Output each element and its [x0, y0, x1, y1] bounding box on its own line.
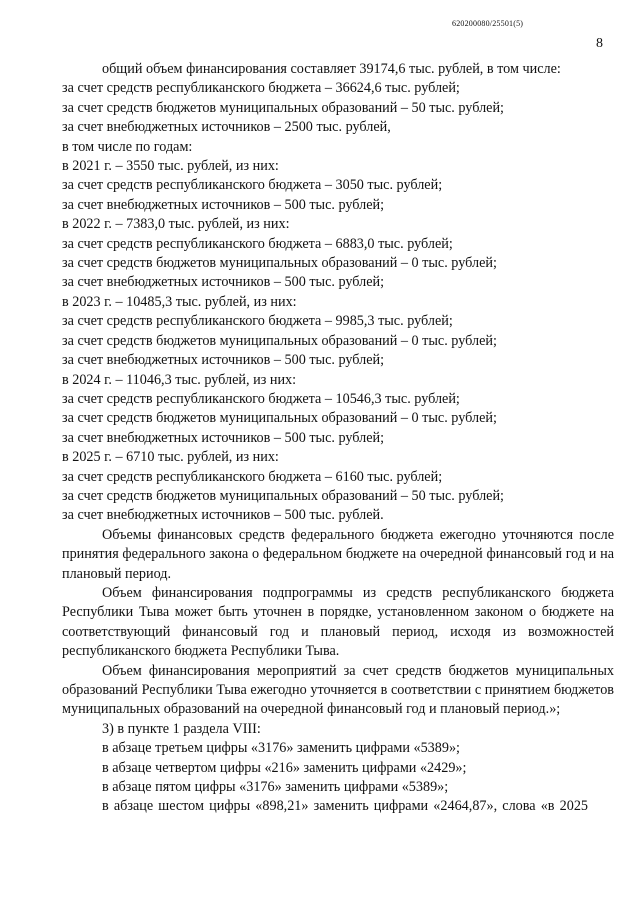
document-code: 620200080/25501(5) — [452, 19, 524, 28]
text-line: за счет внебюджетных источников – 2500 тыс. рублей, — [62, 119, 391, 136]
text-line: за счет средств бюджетов муниципальных образований – 0 тыс. рублей; — [62, 410, 497, 427]
amendment-line: в абзаце четвертом цифры «216» заменить цифрами «2429»; — [102, 759, 467, 776]
amendment-line: в абзаце шестом цифры «898,21» заменить цифрами «2464,87», слова «в 2025 — [102, 798, 589, 815]
text-line: за счет средств бюджетов муниципальных образований – 0 тыс. рублей; — [62, 255, 497, 272]
text-line: за счет средств республиканского бюджета – 6883,0 тыс. рублей; — [62, 235, 453, 252]
text-line: за счет внебюджетных источников – 500 тыс. рублей; — [62, 196, 385, 213]
text-line: за счет средств республиканского бюджета – 9985,3 тыс. рублей; — [62, 313, 453, 330]
text-line: за счет внебюджетных источников – 500 тыс. рублей; — [62, 274, 385, 291]
text-line: за счет внебюджетных источников – 500 тыс. рублей; — [62, 352, 385, 369]
text-line: за счет средств республиканского бюджета – 3050 тыс. рублей; — [62, 177, 443, 194]
text-line: за счет средств республиканского бюджета – 10546,3 тыс. рублей; — [62, 390, 460, 407]
text-line: за счет средств республиканского бюджета – 6160 тыс. рублей; — [62, 468, 443, 485]
amendment-line: в абзаце пятом цифры «3176» заменить цифрами «5389»; — [102, 779, 449, 796]
text-line: в 2022 г. – 7383,0 тыс. рублей, из них: — [62, 216, 290, 233]
amendment-line: в абзаце третьем цифры «3176» заменить цифрами «5389»; — [102, 740, 460, 757]
text-line: в 2025 г. – 6710 тыс. рублей, из них: — [62, 449, 279, 466]
paragraph-federal-budget: Объемы финансовых средств федерального бюджета ежегодно уточняются после принятия федерального закона о федеральном бюджете на очередной финансовый год и на плановый период. — [62, 526, 614, 582]
document-body — [62, 60, 614, 817]
text-line: за счет средств бюджетов муниципальных образований – 0 тыс. рублей; — [62, 332, 497, 349]
amendment-line: 3) в пункте 1 раздела VIII: — [102, 720, 261, 737]
text-line: за счет средств республиканского бюджета – 36624,6 тыс. рублей; — [62, 80, 460, 97]
paragraph-municipal-budget: Объем финансирования мероприятий за счет средств бюджетов муниципальных образований Республики Тыва ежегодно уточняется в соответствии с принятием бюджетов муниципальных образований на очередной финансовый год и плановый период.»; — [62, 662, 614, 718]
text-line: в 2023 г. – 10485,3 тыс. рублей, из них: — [62, 293, 297, 310]
text-line: за счет внебюджетных источников – 500 тыс. рублей; — [62, 429, 385, 446]
paragraph-republican-budget: Объем финансирования подпрограммы из средств республиканского бюджета Республики Тыва может быть уточнен в порядке, установленном законом о бюджете на соответствующий финансовый год и плановый период, исходя из возможностей республиканского бюджета Республики Тыва. — [62, 584, 614, 660]
text-line: за счет средств бюджетов муниципальных образований – 50 тыс. рублей; — [62, 99, 504, 116]
text-line: в 2024 г. – 11046,3 тыс. рублей, из них: — [62, 371, 297, 388]
text-line: за счет внебюджетных источников – 500 тыс. рублей. — [62, 507, 384, 524]
page-number: 8 — [596, 36, 603, 51]
text-line: общий объем финансирования составляет 39174,6 тыс. рублей, в том числе: — [102, 61, 561, 77]
text-line: за счет средств бюджетов муниципальных образований – 50 тыс. рублей; — [62, 487, 504, 504]
text-line: в том числе по годам: — [62, 138, 193, 155]
text-line: в 2021 г. – 3550 тыс. рублей, из них: — [62, 158, 279, 175]
